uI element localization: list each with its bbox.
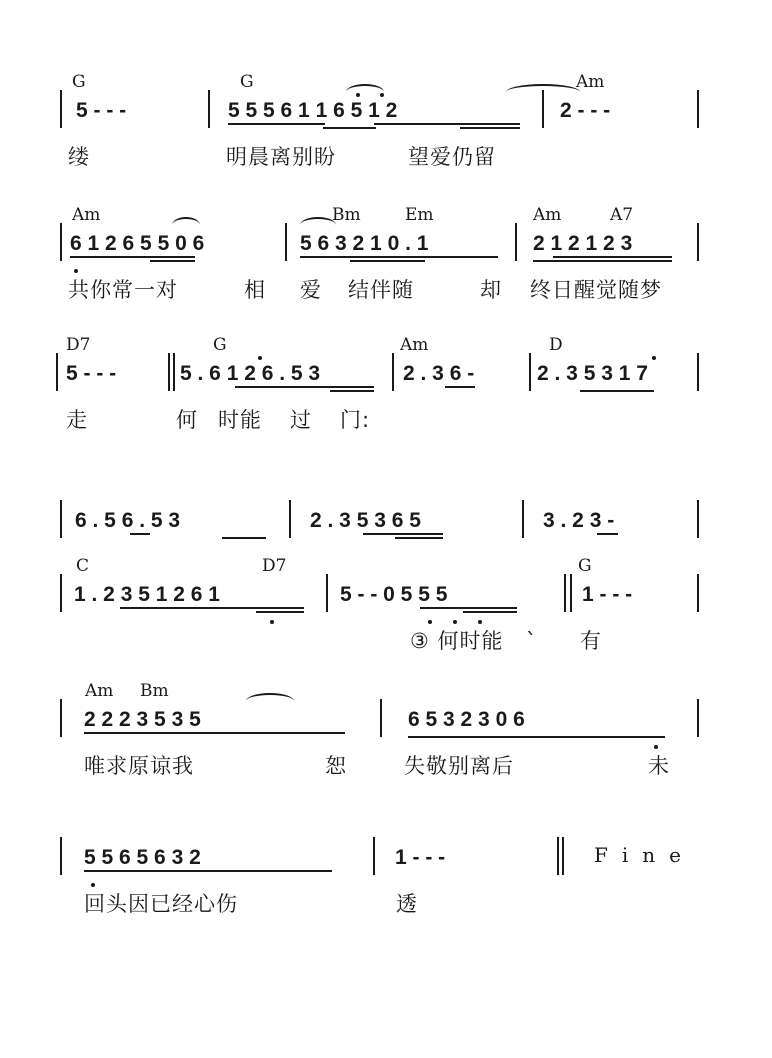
beam-underline [395,537,443,539]
beam-underline [84,732,345,734]
chord-symbol: A7 [610,205,634,225]
barline [168,353,170,391]
note-group: 6 1 2 6 5 5 0 6 [70,232,205,255]
beam-underline [323,127,376,129]
chord-symbol: Bm [140,681,169,701]
barline [60,90,62,128]
lyric-text: 走 [66,408,88,432]
barline [697,90,699,128]
chord-symbol: D [549,335,563,355]
lyric-text: 共你常一对 [68,278,178,302]
barline [697,353,699,391]
chord-symbol: Am [400,335,429,355]
note-group: 2 . 3 5 3 1 7 [537,362,648,385]
barline [697,223,699,261]
beam-underline [460,127,520,129]
chord-symbol: C [76,556,90,576]
slur-tie [172,217,200,233]
slur-tie [346,84,384,100]
beam-underline [350,260,425,262]
note-group: 5 - - - [66,362,117,385]
chord-symbol: Am [533,205,562,225]
lyric-text: 明晨离别盼 [226,145,336,169]
lyric-text: 唯求原谅我 [84,754,194,778]
note-group: 5 - - 0 5 5 5 [340,583,448,606]
beam-underline [463,611,517,613]
octave-dot-below [654,745,658,749]
note-group: 5 6 3 2 1 0 . 1 [300,232,429,255]
beam-underline [460,256,498,258]
beam-underline [235,386,374,388]
chord-symbol: Bm [332,205,361,225]
note-group: 5 - - - [76,99,127,122]
octave-dot-below [453,620,457,624]
chord-symbol: Am [85,681,114,701]
beam-underline [256,611,304,613]
slur-tie [300,217,336,233]
beam-underline [420,607,517,609]
note-group: 5 . 6 1 2 6 . 5 3 [180,362,321,385]
note-group: 2 . 3 5 3 6 5 [310,509,421,532]
beam-underline [150,260,195,262]
lyric-text: 相 [244,278,266,302]
barline [562,837,564,875]
octave-dot-below [91,883,95,887]
beam-underline [533,260,672,262]
chord-symbol: D7 [262,556,287,576]
chord-symbol: D7 [66,335,91,355]
note-group: 2 . 3 6 - [403,362,475,385]
barline [373,837,375,875]
barline [56,353,58,391]
beam-underline [120,607,304,609]
lyric-text: 恕 [325,754,347,778]
barline [697,699,699,737]
beam-underline [580,390,654,392]
barline [208,90,210,128]
lyric-text: 缕 [68,145,90,169]
lyric-text: 未 [648,754,670,778]
lyric-text: 门: [340,408,371,432]
beam-underline [597,533,618,535]
barline [380,699,382,737]
octave-dot-above [652,356,656,360]
fine-marking: Fine [594,843,695,867]
beam-underline [408,736,665,738]
note-group: 1 - - - [582,583,633,606]
beam-underline [84,870,332,872]
lyric-text: ③ 何时能 [410,629,504,653]
beam-underline [228,123,325,125]
chord-symbol: G [578,556,592,576]
lyric-text: 透 [396,892,418,916]
note-group: 1 - - - [395,846,446,869]
barline [697,574,699,612]
barline [392,353,394,391]
beam-underline [330,390,374,392]
beam-underline [130,533,150,535]
note-group: 6 5 3 2 3 0 6 [408,708,525,731]
note-group: 5 5 6 5 6 3 2 [84,846,201,869]
lyric-text: 望爱仍留 [408,145,496,169]
note-group: 6 . 5 6 . 5 3 [75,509,181,532]
barline [285,223,287,261]
beam-underline [70,256,195,258]
note-group: 1 . 2 3 5 1 2 6 1 [74,583,220,606]
barline [697,500,699,538]
lyric-text: 过 [290,408,312,432]
octave-dot-below [478,620,482,624]
note-group: 2 1 2 1 2 3 [533,232,633,255]
barline [557,837,559,875]
barline [326,574,328,612]
barline [564,574,566,612]
lyric-text: ` [526,629,538,653]
octave-dot-below [74,269,78,273]
lyric-text: 何 [176,408,198,432]
beam-underline [363,533,443,535]
barline [289,500,291,538]
note-group: 2 2 2 3 5 3 5 [84,708,201,731]
barline [60,574,62,612]
barline [60,500,62,538]
lyric-text: 失敬别离后 [404,754,514,778]
note-group: 3 . 2 3 - [543,509,615,532]
barline [522,500,524,538]
barline [60,699,62,737]
barline [60,837,62,875]
chord-symbol: G [213,335,227,355]
chord-symbol: Em [405,205,434,225]
note-group: 2 - - - [560,99,611,122]
beam-underline [222,537,266,539]
slur-tie [246,693,294,709]
chord-symbol: G [72,72,86,92]
barline [515,223,517,261]
barline [570,574,572,612]
barline [529,353,531,391]
lyric-text: 结伴随 [348,278,414,302]
chord-symbol: Am [576,72,605,92]
beam-underline [445,386,475,388]
octave-dot-above [258,356,262,360]
note-group: 5 5 5 6 1 1 6 5 1 2 [228,99,398,122]
chord-symbol: G [240,72,254,92]
octave-dot-below [270,620,274,624]
lyric-text: 却 [480,278,502,302]
chord-symbol: Am [72,205,101,225]
barline [173,353,175,391]
lyric-text: 时能 [218,408,262,432]
barline [60,223,62,261]
lyric-text: 爱 [300,278,322,302]
beam-underline [374,123,520,125]
slur-tie [506,84,580,100]
beam-underline [553,256,672,258]
lyric-text: 回头因已经心伤 [84,892,238,916]
lyric-text: 终日醒觉随梦 [530,278,662,302]
lyric-text: 有 [580,629,602,653]
octave-dot-below [428,620,432,624]
